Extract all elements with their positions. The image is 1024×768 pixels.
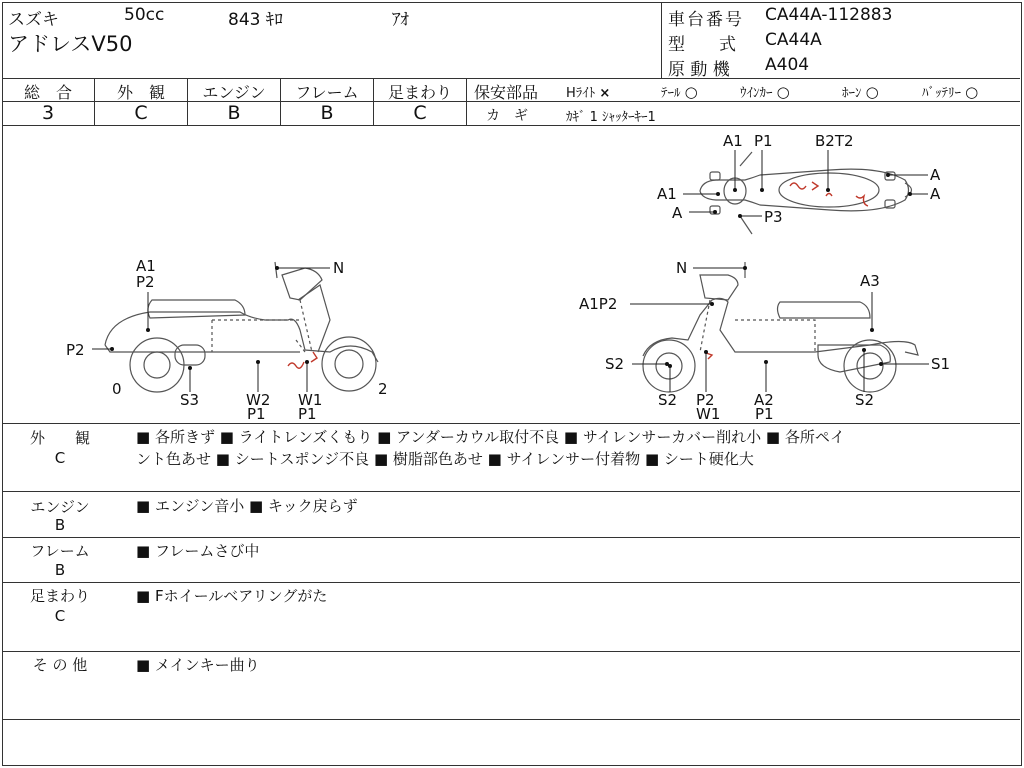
maker: スズキ: [8, 10, 59, 30]
safety-label: 保安部品: [474, 83, 539, 102]
diagram-label: P1: [754, 132, 773, 150]
diagram-label: P1: [298, 405, 317, 422]
diagram-label: S1: [931, 355, 951, 373]
mileage: 843 ｷﾛ: [228, 10, 283, 30]
engine-label: 原 動 機: [668, 60, 730, 80]
leader-lines: [92, 150, 929, 392]
type-label: 型 式: [668, 35, 736, 55]
safety-item-name: ﾎｰﾝ: [842, 86, 862, 101]
safety-mid-line: [468, 101, 1020, 102]
grade-value-overall: 3: [41, 102, 55, 124]
safety-item-tail: [661, 82, 698, 101]
remark-line: ■ フレームさび中: [136, 542, 260, 560]
displacement: 50cc: [124, 5, 165, 25]
safety-item-mark: ○: [965, 83, 979, 101]
diagram-label: A1: [136, 257, 156, 275]
section-text-other: [136, 654, 260, 676]
grade-label-engine: エンジン: [202, 83, 266, 102]
section-title-frame: フレーム: [30, 542, 90, 560]
key-label: カ ギ: [486, 108, 528, 124]
diagram-label: P1: [247, 405, 266, 422]
diagram-label: B2T2: [815, 132, 854, 150]
diagram-label: S2: [855, 391, 875, 409]
section-title-suspension: 足まわり: [29, 587, 90, 605]
diagram-label: P2: [696, 391, 715, 409]
scooter-diagram: [0, 126, 1024, 422]
grade-label-frame: フレーム: [295, 83, 359, 102]
grade-sep: [466, 78, 467, 125]
section-text-suspension: [136, 585, 327, 607]
section-grade-suspension: C: [54, 607, 66, 625]
diagram-label: A: [672, 204, 683, 222]
diagram-label: 2: [378, 380, 388, 398]
section-line: [2, 651, 1020, 652]
grade-label-overall: 総 合: [23, 83, 72, 102]
safety-item-mark: ×: [599, 86, 611, 101]
section-line: [2, 491, 1020, 492]
diagram-label: A: [930, 166, 941, 184]
remark-line: ■ メインキー曲り: [136, 656, 260, 674]
safety-item-mark: ○: [684, 83, 698, 101]
diagram-label: N: [333, 259, 345, 277]
safety-item-name: ﾃｰﾙ: [661, 86, 681, 101]
grade-label-suspension: 足まわり: [387, 83, 452, 102]
safety-item-name: ｳｲﾝｶｰ: [740, 86, 773, 101]
model-name: アドレスV50: [8, 32, 133, 56]
grade-top-line: [2, 78, 1020, 79]
section-line: [2, 537, 1020, 538]
section-title-other: そ の 他: [32, 656, 88, 674]
grade-value-suspension: C: [413, 102, 427, 124]
diagram-label: N: [676, 259, 688, 277]
safety-item-horn: [842, 82, 879, 101]
section-text-engine: [136, 495, 358, 517]
safety-item-headlight: [566, 82, 610, 101]
remark-line: ■ 各所きず ■ ライトレンズくもり ■ アンダーカウル取付不良 ■ サイレンサーカバー削れ小 ■ 各所ペイ: [136, 428, 845, 446]
engine-value: A404: [765, 55, 810, 75]
safety-item-battery: [922, 82, 978, 101]
diagram-label: A1P2: [579, 295, 618, 313]
diagram-label: P1: [755, 405, 774, 422]
key-text: ｶｷﾞ 1 ｼｬｯﾀｰｷｰ1: [566, 110, 656, 125]
grade-value-exterior: C: [134, 102, 148, 124]
diagram-label: A1: [657, 185, 677, 203]
diagram-label: P2: [66, 341, 85, 359]
grade-value-frame: B: [320, 102, 334, 124]
section-line: [2, 719, 1020, 720]
safety-item-name: Hﾗｲﾄ: [566, 86, 596, 101]
section-text-exterior: [136, 426, 845, 470]
type-value: CA44A: [765, 30, 822, 50]
section-text-frame: [136, 540, 259, 562]
section-grade-exterior: C: [54, 449, 66, 467]
leader-dots: [110, 173, 912, 370]
diagram-label: P2: [136, 273, 155, 291]
diagram-label: S2: [658, 391, 678, 409]
section-title-engine: エンジン: [30, 498, 90, 516]
diagram-label: 0: [112, 380, 122, 398]
remark-line: ■ エンジン音小 ■ キック戻らず: [136, 497, 358, 515]
diagram-label: S2: [605, 355, 625, 373]
diagram-label: W2: [246, 391, 271, 409]
top-view-scooter: [700, 152, 912, 234]
grade-label-exterior: 外 観: [116, 83, 165, 102]
remark-line: ント色あせ ■ シートスポンジ不良 ■ 樹脂部色あせ ■ サイレンサー付着物 ■ シート硬化大: [136, 450, 754, 468]
diagram-label: A1: [723, 132, 743, 150]
color: ｱｵ: [392, 10, 409, 30]
diagram-label: P3: [764, 208, 783, 226]
diagram-label: A2: [754, 391, 774, 409]
safety-item-name: ﾊﾞｯﾃﾘｰ: [922, 86, 961, 101]
safety-item-mark: ○: [776, 83, 790, 101]
section-line: [2, 582, 1020, 583]
diagram-label: W1: [696, 405, 721, 422]
safety-item-winker: [740, 82, 790, 101]
safety-item-mark: ○: [865, 83, 879, 101]
remark-line: ■ Fホイールベアリングがた: [136, 587, 328, 605]
frame-no: CA44A-112883: [765, 5, 893, 25]
diagram-label: A3: [860, 272, 880, 290]
section-title-exterior: 外 観: [29, 429, 90, 447]
grade-value-engine: B: [227, 102, 241, 124]
header-divider: [661, 2, 662, 78]
frame-no-label: 車台番号: [668, 10, 744, 30]
diagram-label: W1: [298, 391, 323, 409]
section-grade-frame: B: [54, 561, 66, 579]
diagram-label: A: [930, 185, 941, 203]
section-grade-engine: B: [54, 516, 66, 534]
diagram-bottom-line: [2, 423, 1020, 424]
diagram-label: S3: [180, 391, 200, 409]
